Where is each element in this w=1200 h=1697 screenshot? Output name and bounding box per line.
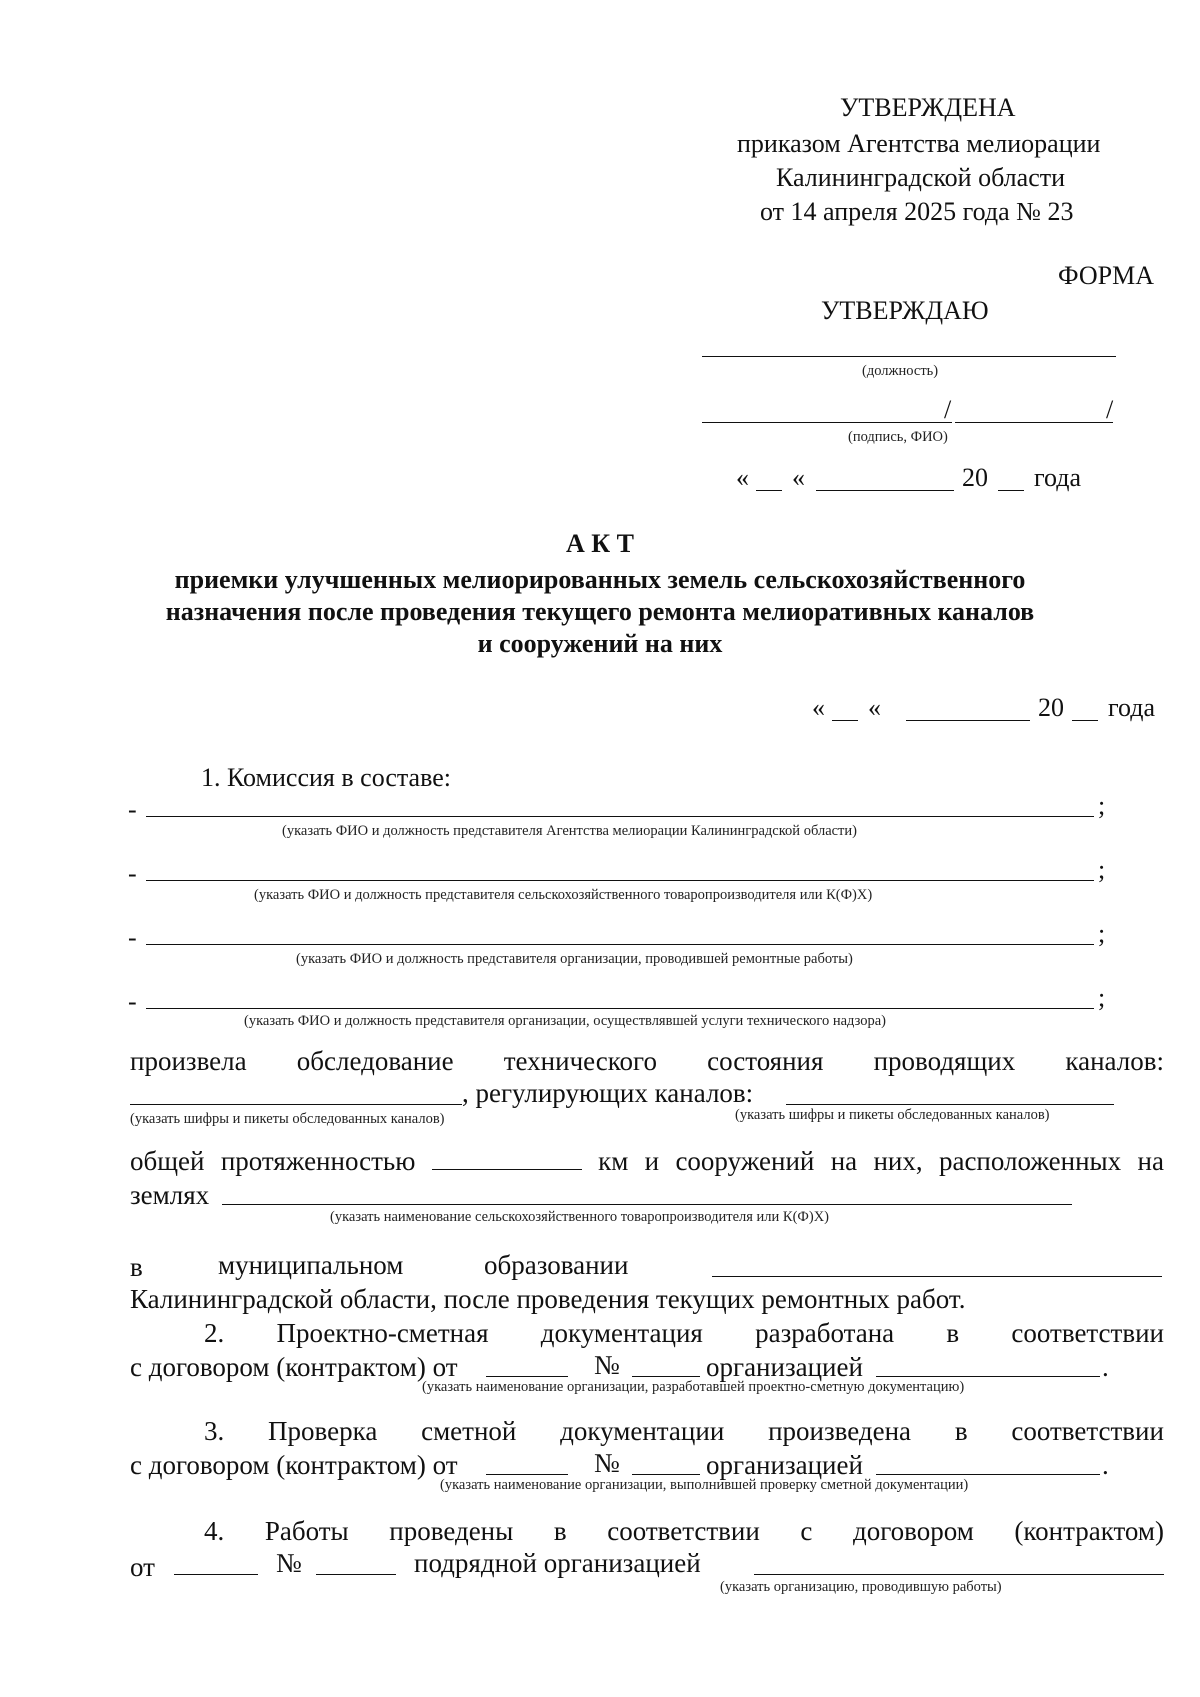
member-1-semicolon: ; <box>1098 791 1106 820</box>
length-word: и <box>644 1146 660 1176</box>
survey-word: каналов: <box>1065 1046 1164 1076</box>
item-4-word: с <box>800 1516 813 1546</box>
length-word: км <box>598 1146 629 1176</box>
item-4-word: в <box>553 1516 567 1546</box>
member-2-caption: (указать ФИО и должность представителя сельскохозяйственного товаропроизводителя или К(Ф)Х) <box>254 887 873 903</box>
item-2-word: в <box>946 1318 960 1348</box>
member-4-semicolon: ; <box>1098 983 1106 1012</box>
length-word: сооружений <box>675 1146 815 1176</box>
item-4-date-line[interactable] <box>174 1574 258 1575</box>
municipality-line[interactable] <box>712 1276 1162 1277</box>
approve-date-quote-close: « <box>792 463 805 492</box>
lands-label: землях <box>130 1180 210 1210</box>
length-km-field[interactable] <box>432 1145 582 1170</box>
item-2-word: Проектно-сметная <box>276 1318 489 1348</box>
member-4-caption: (указать ФИО и должность представителя организации, осуществлявшей услуги технического надзора) <box>244 1013 886 1029</box>
conducting-channels-line[interactable] <box>130 1104 462 1105</box>
member-4-dash: - <box>128 987 137 1016</box>
length-word: протяженностью <box>220 1146 416 1176</box>
member-3-caption: (указать ФИО и должность представителя организации, проводившей ремонтные работы) <box>296 951 853 967</box>
item-4-from: от <box>130 1552 155 1582</box>
signature-slash-1: / <box>944 395 952 424</box>
item-4-org-line[interactable] <box>754 1574 1164 1575</box>
member-2-line[interactable] <box>146 880 1094 881</box>
act-date-quote-open: « <box>812 693 825 722</box>
member-3-semicolon: ; <box>1098 919 1106 948</box>
act-date-quote-close: « <box>868 693 881 722</box>
item-3-contract-prefix: с договором (контрактом) от <box>130 1450 458 1480</box>
approve-date-suffix: года <box>1034 463 1082 492</box>
item-3-word: соответствии <box>1011 1416 1164 1446</box>
item-2-number-line[interactable] <box>632 1376 700 1377</box>
position-caption: (должность) <box>862 363 939 379</box>
approval-line-2: приказом Агентства мелиорации <box>737 129 1101 158</box>
muni-word: муниципальном <box>218 1250 404 1280</box>
approve-date-year: 20 <box>962 463 988 492</box>
name-line[interactable] <box>955 422 1113 423</box>
commission-heading: 1. Комиссия в составе: <box>201 763 451 792</box>
approval-line-1: УТВЕРЖДЕНА <box>840 93 1016 122</box>
signature-slash-2: / <box>1106 395 1114 424</box>
length-word: на <box>1137 1146 1164 1176</box>
item-3-org: организацией <box>706 1450 863 1480</box>
item-3-word: произведена <box>768 1416 912 1446</box>
approval-line-4: от 14 апреля 2025 года № 23 <box>760 197 1074 226</box>
survey-word: обследование <box>296 1046 454 1076</box>
item-4-contractor: подрядной организацией <box>414 1548 701 1578</box>
item-2-org: организацией <box>706 1352 863 1382</box>
approve-title: УТВЕРЖДАЮ <box>821 296 989 325</box>
conducting-channels-caption: (указать шифры и пикеты обследованных каналов) <box>130 1111 445 1127</box>
item-4-caption: (указать организацию, проводившую работы) <box>720 1579 1002 1595</box>
signature-line[interactable] <box>702 422 952 423</box>
item-2-caption: (указать наименование организации, разработавшей проектно-сметную документацию) <box>422 1379 965 1395</box>
approve-year-line[interactable] <box>998 490 1024 491</box>
survey-word: проводящих <box>873 1046 1016 1076</box>
approval-line-3: Калининградской области <box>776 163 1066 192</box>
item-4-word: договором <box>853 1516 974 1546</box>
item-3-org-line[interactable] <box>876 1474 1100 1475</box>
regulating-channels-caption: (указать шифры и пикеты обследованных каналов) <box>735 1107 1050 1123</box>
item-2-word: документация <box>540 1318 703 1348</box>
item-3-word: документации <box>560 1416 725 1446</box>
item-2-word: 2. <box>204 1318 225 1348</box>
member-1-dash: - <box>128 795 137 824</box>
item-3-number-line[interactable] <box>632 1474 700 1475</box>
item-4-word: проведены <box>389 1516 514 1546</box>
signature-caption: (подпись, ФИО) <box>848 429 948 445</box>
item-3-word: 3. <box>204 1416 225 1446</box>
act-month-line[interactable] <box>906 720 1030 721</box>
item-4-word: соответствии <box>607 1516 760 1546</box>
act-title: А К Т <box>566 529 634 558</box>
item-3-caption: (указать наименование организации, выполнившей проверку сметной документации) <box>440 1477 969 1493</box>
item-4-number-sign: № <box>276 1548 302 1578</box>
after-repair-text: Калининградской области, после проведения текущих ремонтных работ. <box>130 1284 966 1314</box>
item-3-period: . <box>1102 1450 1109 1480</box>
act-subtitle-1: приемки улучшенных мелиорированных земель сельскохозяйственного <box>174 565 1026 594</box>
member-1-caption: (указать ФИО и должность представителя Агентства мелиорации Калининградской области) <box>282 823 857 839</box>
item-4-word: 4. <box>204 1516 225 1546</box>
length-line <box>130 1144 1164 1178</box>
regulating-channels-line[interactable] <box>786 1104 1114 1105</box>
lands-line[interactable] <box>222 1204 1072 1205</box>
length-word: расположенных <box>938 1146 1122 1176</box>
act-date-year: 20 <box>1038 693 1064 722</box>
item-3-word: сметной <box>421 1416 517 1446</box>
item-2-line <box>204 1316 1164 1350</box>
approve-month-line[interactable] <box>816 490 954 491</box>
member-4-line[interactable] <box>146 1008 1094 1009</box>
lands-caption: (указать наименование сельскохозяйственного товаропроизводителя или К(Ф)Х) <box>330 1209 830 1225</box>
item-2-number-sign: № <box>594 1350 620 1380</box>
survey-word: произвела <box>130 1046 247 1076</box>
approve-date-quote-open: « <box>736 463 749 492</box>
muni-in: в <box>130 1252 143 1282</box>
member-2-semicolon: ; <box>1098 855 1106 884</box>
item-4-word: Работы <box>264 1516 349 1546</box>
member-1-line[interactable] <box>146 816 1094 817</box>
item-3-word: в <box>954 1416 968 1446</box>
position-line[interactable] <box>702 356 1116 357</box>
member-3-dash: - <box>128 923 137 952</box>
survey-line-1 <box>130 1044 1164 1078</box>
muni-formation: образовании <box>484 1250 629 1280</box>
act-day-line[interactable] <box>832 720 858 721</box>
item-2-contract-prefix: с договором (контрактом) от <box>130 1352 458 1382</box>
act-year-line[interactable] <box>1072 720 1098 721</box>
item-4-line <box>204 1514 1164 1548</box>
form-label: ФОРМА <box>1058 261 1154 290</box>
act-subtitle-3: и сооружений на них <box>477 629 723 658</box>
approve-day-line[interactable] <box>756 490 782 491</box>
regulating-channels-label: , регулирующих каналов: <box>462 1078 754 1108</box>
act-date-suffix: года <box>1108 693 1156 722</box>
length-word: них, <box>873 1146 923 1176</box>
item-2-word: разработана <box>755 1318 895 1348</box>
item-2-date-line[interactable] <box>486 1376 568 1377</box>
length-word: общей <box>130 1146 205 1176</box>
item-2-word: соответствии <box>1011 1318 1164 1348</box>
survey-word: состояния <box>707 1046 824 1076</box>
survey-word: технического <box>503 1046 657 1076</box>
item-3-number-sign: № <box>594 1448 620 1478</box>
member-3-line[interactable] <box>146 944 1094 945</box>
item-2-period: . <box>1102 1352 1109 1382</box>
item-2-org-line[interactable] <box>876 1376 1100 1377</box>
length-word: на <box>830 1146 858 1176</box>
item-4-number-line[interactable] <box>316 1574 396 1575</box>
member-2-dash: - <box>128 859 137 888</box>
item-3-line <box>204 1414 1164 1448</box>
act-subtitle-2: назначения после проведения текущего ремонта мелиоративных каналов <box>165 597 1035 626</box>
item-4-word: (контрактом) <box>1014 1516 1164 1546</box>
item-3-date-line[interactable] <box>486 1474 568 1475</box>
item-3-word: Проверка <box>268 1416 378 1446</box>
